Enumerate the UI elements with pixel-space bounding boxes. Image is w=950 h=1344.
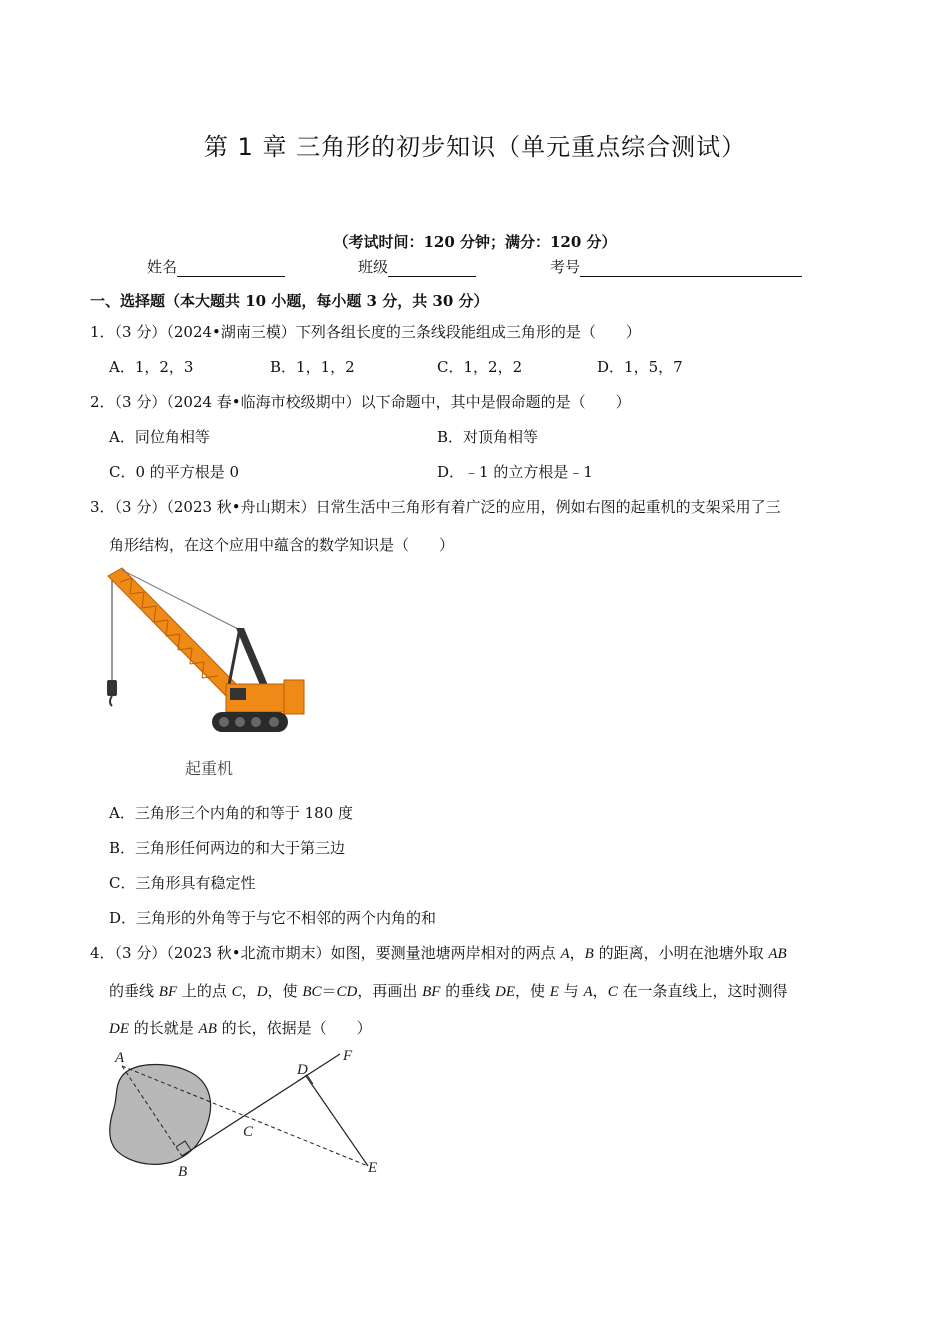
q4-var: B — [584, 946, 594, 962]
q1-option-a[interactable]: A．1，2，3 — [109, 358, 194, 376]
label-D: D — [297, 1062, 308, 1078]
id-label: 考号 — [550, 258, 581, 276]
name-label: 姓名 — [147, 258, 178, 276]
q4-var: E — [549, 984, 559, 1000]
q3-score: （3 分） — [114, 498, 167, 516]
q3-stem-line2: 角形结构，在这个应用中蕴含的数学知识是（ ） — [109, 536, 455, 554]
q4-var: AB — [198, 1021, 217, 1037]
q4-text: 的长，依据是（ ） — [216, 1019, 372, 1037]
q3-option-a[interactable]: A．三角形三个内角的和等于 180 度 — [109, 804, 354, 822]
q2-number: 2． — [90, 393, 115, 411]
label-E: E — [368, 1160, 378, 1176]
q1-score: （3 分） — [114, 323, 167, 341]
q3-option-d[interactable]: D．三角形的外角等于与它不相邻的两个内角的和 — [109, 909, 437, 927]
q1-option-c[interactable]: C．1，2，2 — [437, 358, 523, 376]
id-blank[interactable] — [580, 260, 802, 277]
question-2 — [90, 391, 631, 412]
q4-number: 4． — [90, 944, 115, 962]
crane-image — [100, 562, 310, 748]
q4-var: C — [231, 984, 242, 1000]
q4-text: 如图，要测量池塘两岸相对的两点 — [330, 944, 561, 962]
question-4-line1 — [90, 942, 787, 963]
q2-option-a[interactable]: A．同位角相等 — [109, 428, 210, 446]
q3-stem-line1: 日常生活中三角形有着广泛的应用，例如右图的起重机的支架采用了三 — [315, 498, 781, 516]
exam-info: （考试时间：120 分钟；满分：120 分） — [333, 233, 617, 251]
q3-option-b[interactable]: B．三角形任何两边的和大于第三边 — [109, 839, 346, 857]
label-B: B — [178, 1164, 188, 1180]
label-A: A — [115, 1050, 125, 1066]
class-label: 班级 — [358, 258, 389, 276]
crane-caption-text: 起重机 — [185, 759, 234, 778]
question-4-line3 — [109, 1017, 372, 1038]
q4-text: 的垂线 — [440, 982, 495, 1000]
question-3 — [90, 496, 781, 517]
q4-text: 在一条直线上，这时测得 — [617, 982, 788, 1000]
q2-source: （2024 春•临海市校级期中） — [166, 393, 361, 411]
q4-var: A — [560, 946, 570, 962]
q4-text: ＝ — [321, 982, 337, 1000]
q1-option-b[interactable]: B．1，1，2 — [270, 358, 355, 376]
q3-source: （2023 秋•舟山期末） — [166, 498, 316, 516]
q4-text: 的垂线 — [109, 982, 159, 1000]
q4-text: ，再画出 — [357, 982, 423, 1000]
section-heading: 一、选择题（本大题共 10 小题，每小题 3 分，共 30 分） — [90, 292, 489, 310]
name-field[interactable] — [147, 256, 285, 277]
q4-text: 上的点 — [177, 982, 232, 1000]
id-field[interactable] — [550, 256, 802, 277]
pond-shape — [110, 1065, 211, 1165]
q4-text: 与 — [558, 982, 584, 1000]
q4-var: BF — [422, 984, 441, 1000]
q4-var: DE — [109, 1021, 129, 1037]
q4-var: D — [256, 984, 268, 1000]
q2-option-d[interactable]: D．﹣1 的立方根是﹣1 — [437, 463, 593, 481]
name-blank[interactable] — [177, 260, 285, 277]
class-blank[interactable] — [388, 260, 476, 277]
q4-score: （3 分） — [114, 944, 167, 962]
q1-source: （2024•湖南三模） — [166, 323, 296, 341]
page-title: 第 1 章 三角形的初步知识（单元重点综合测试） — [203, 133, 747, 161]
q1-number: 1． — [90, 323, 115, 341]
q4-var: CD — [336, 984, 358, 1000]
q4-text: ， — [592, 982, 608, 1000]
q4-var: AB — [768, 946, 787, 962]
q4-var: DE — [495, 984, 515, 1000]
q4-text: ，使 — [267, 982, 303, 1000]
q2-option-b[interactable]: B．对顶角相等 — [437, 428, 539, 446]
label-C: C — [243, 1124, 254, 1140]
q4-var: BF — [158, 984, 178, 1000]
class-field[interactable] — [358, 256, 476, 277]
q2-score: （3 分） — [114, 393, 167, 411]
q4-text: 的长就是 — [129, 1019, 199, 1037]
label-F: F — [343, 1048, 353, 1064]
q3-number: 3． — [90, 498, 115, 516]
q2-option-c[interactable]: C．0 的平方根是 0 — [109, 463, 240, 481]
question-1 — [90, 321, 641, 342]
q4-var: A — [583, 984, 593, 1000]
q2-stem: 以下命题中，其中是假命题的是（ ） — [360, 393, 631, 411]
q1-stem: 下列各组长度的三条线段能组成三角形的是（ ） — [295, 323, 641, 341]
q4-text: ， — [241, 982, 257, 1000]
q4-var: C — [607, 984, 618, 1000]
q4-var: BC — [302, 984, 322, 1000]
q4-text: 的距离，小明在池塘外取 — [593, 944, 769, 962]
q4-source: （2023 秋•北流市期末） — [166, 944, 331, 962]
q4-text: ，使 — [515, 982, 550, 1000]
q3-option-c[interactable]: C．三角形具有稳定性 — [109, 874, 256, 892]
q4-text: ， — [569, 944, 585, 962]
pond-figure — [100, 1044, 400, 1184]
question-4-line2 — [109, 980, 787, 1001]
q1-option-d[interactable]: D．1，5，7 — [597, 358, 683, 376]
